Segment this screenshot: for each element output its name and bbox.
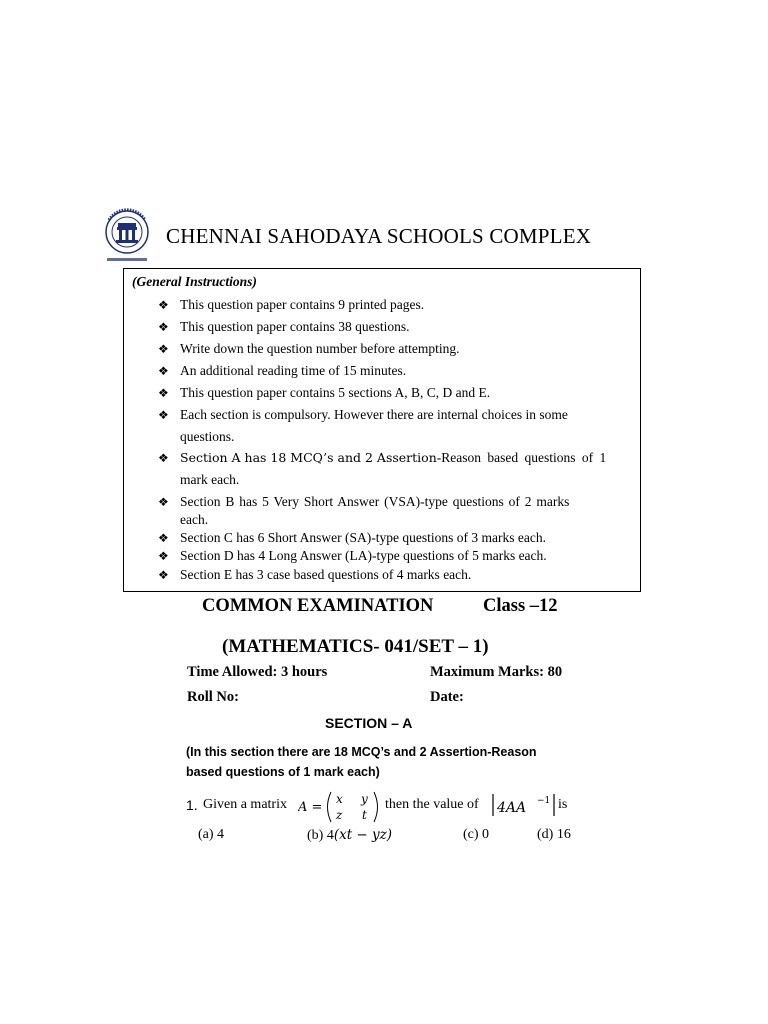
section-note: (In this section there are 18 MCQ’s and 2 Assertion-Reason: [186, 745, 537, 759]
determinant-expression: [491, 792, 557, 818]
instructions-heading: (General Instructions): [132, 274, 257, 289]
diamond-bullet-icon: ❖: [158, 320, 169, 334]
roll-no-label: Roll No:: [187, 689, 239, 705]
diamond-bullet-icon: ❖: [158, 298, 169, 312]
section-note: based questions of 1 mark each): [186, 765, 380, 779]
diamond-bullet-icon: ❖: [158, 568, 169, 582]
date-label: Date:: [430, 689, 464, 705]
subject-title: (MATHEMATICS- 041/SET – 1): [222, 636, 489, 657]
option-a: (a) 4: [198, 827, 225, 842]
diamond-bullet-icon: ❖: [158, 495, 169, 509]
question-number: 1.: [186, 797, 198, 813]
svg-text:4AA: 4AA: [497, 800, 527, 816]
exam-class: Class –12: [483, 596, 558, 616]
option-b: (b) 4(xt − yz): [307, 827, 393, 843]
svg-text:−1: −1: [537, 796, 551, 806]
matrix-expression: [298, 790, 382, 824]
svg-text:y: y: [361, 792, 368, 806]
svg-text:x: x: [336, 792, 343, 806]
diamond-bullet-icon: ❖: [158, 408, 169, 422]
question-text: then the value of: [385, 797, 479, 812]
exam-title: COMMON EXAMINATION: [202, 596, 434, 616]
diamond-bullet-icon: ❖: [158, 364, 169, 378]
question-text: Given a matrix: [203, 797, 287, 812]
diamond-bullet-icon: ❖: [158, 531, 169, 545]
option-d: (d) 16: [537, 827, 571, 842]
diamond-bullet-icon: ❖: [158, 451, 169, 465]
school-name: CHENNAI SAHODAYA SCHOOLS COMPLEX: [166, 224, 592, 248]
diamond-bullet-icon: ❖: [158, 342, 169, 356]
maximum-marks: Maximum Marks: 80: [430, 664, 563, 680]
diamond-bullet-icon: ❖: [158, 549, 169, 563]
section-title: SECTION – A: [325, 715, 413, 731]
svg-text:A =: A =: [298, 800, 323, 815]
question-text: is: [558, 797, 568, 812]
option-c: (c) 0: [463, 827, 490, 842]
school-logo: [104, 208, 150, 266]
svg-text:z: z: [336, 808, 343, 822]
svg-text:t: t: [362, 808, 367, 822]
diamond-bullet-icon: ❖: [158, 386, 169, 400]
time-allowed: Time Allowed: 3 hours: [187, 664, 328, 680]
